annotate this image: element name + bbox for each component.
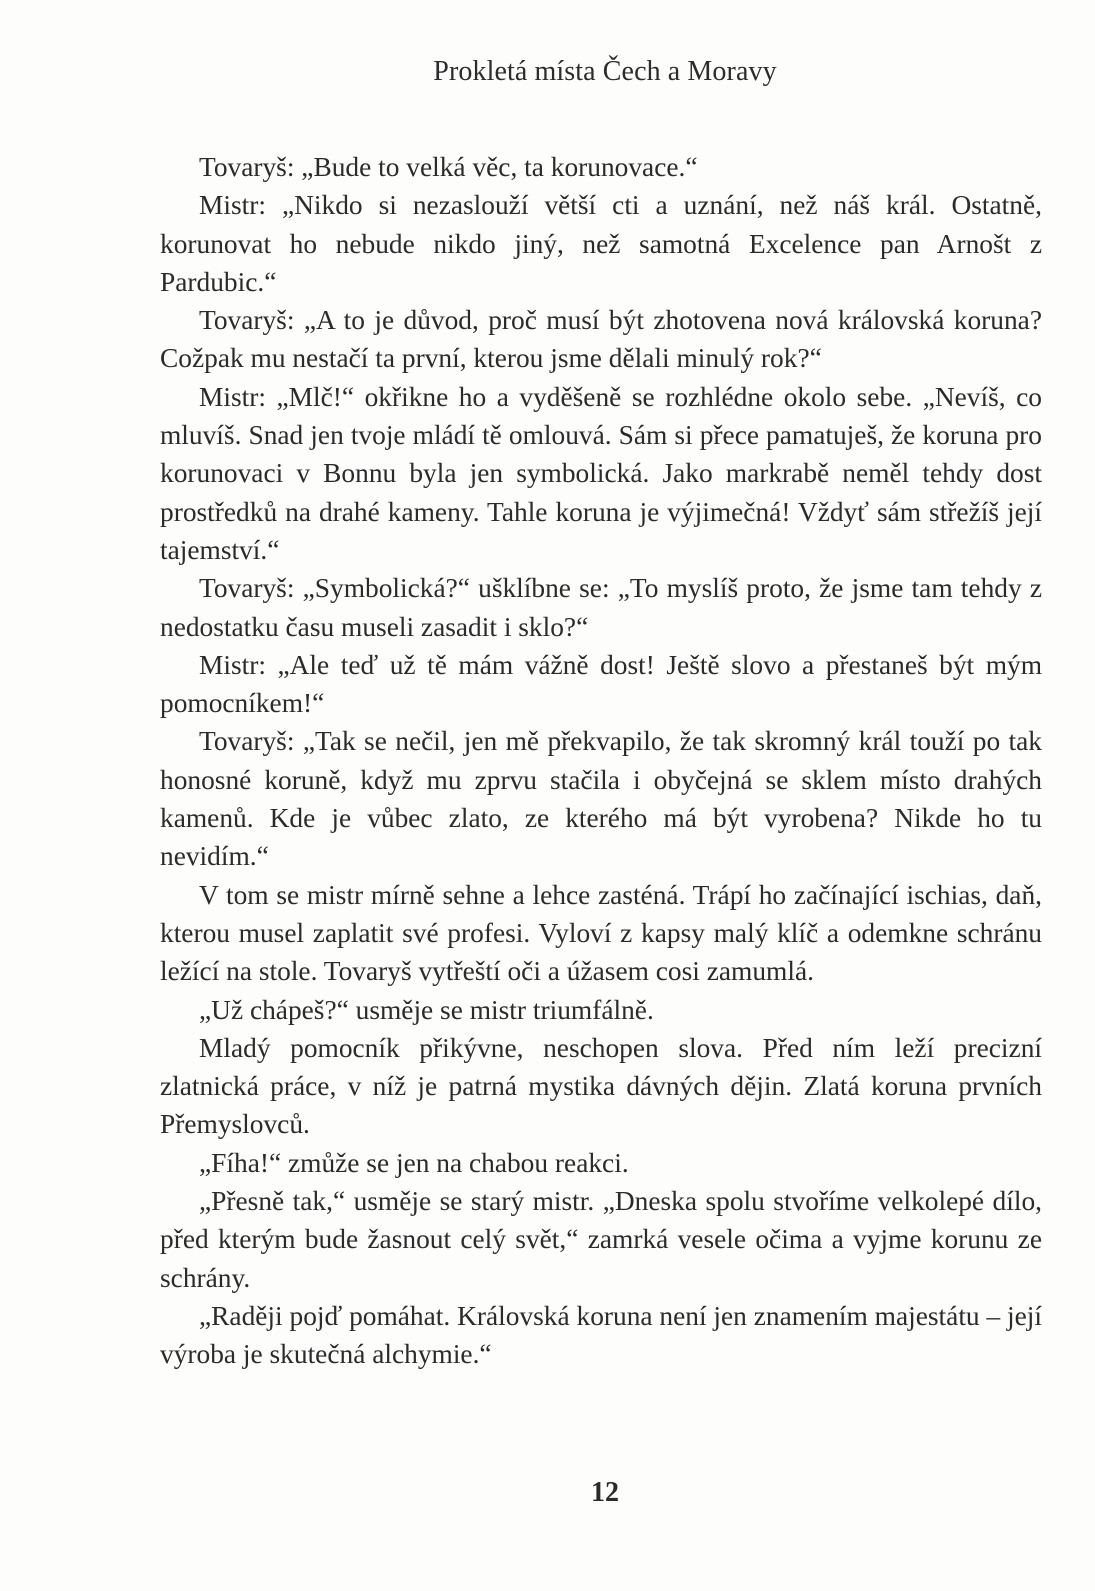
paragraph: Tovaryš: „Symbolická?“ ušklíbne se: „To myslíš proto, že jsme tam tehdy z nedostatku času museli zasadit i sklo?“	[160, 573, 1042, 642]
body-text	[160, 148, 1042, 1374]
paragraph: Mladý pomocník přikývne, neschopen slova. Před ním leží precizní zlatnická práce, v níž je patrná mystika dávných dějin. Zlatá koruna prvních Přemyslovců.	[160, 1032, 1042, 1140]
page-number: 12	[591, 1477, 619, 1508]
paragraph: Mistr: „Ale teď už tě mám vážně dost! Ještě slovo a přestaneš být mým pomocníkem!“	[160, 649, 1042, 719]
paragraph: Tovaryš: „A to je důvod, proč musí být zhotovena nová královská koruna? Cožpak mu nestačí ta první, kterou jsme dělali minulý rok?“	[160, 305, 1042, 374]
paragraph: „Raději pojď pomáhat. Královská koruna není jen znamením majestátu – její výroba je skutečná alchymie.“	[160, 1300, 1042, 1370]
running-title: Prokletá místa Čech a Moravy	[433, 56, 777, 87]
paragraph: Tovaryš: „Tak se nečil, jen mě překvapilo, že tak skromný král touží po tak honosné koruně, když mu zprvu stačila i obyčejná se sklem místo drahých kamenů. Kde je vůbec zlato, ze kterého má být vyrobena? Nikde ho tu nevidím.“	[160, 726, 1042, 872]
paragraph: Mistr: „Mlč!“ okřikne ho a vyděšeně se rozhlédne okolo sebe. „Nevíš, co mluvíš. Snad jen tvoje mládí tě omlouvá. Sám si přece pamatuješ, že koruna pro korunovaci v Bonnu byla jen symbolická. Jako markrabě neměl tehdy dost prostředků na drahé kameny. Tahle koruna je výjimečná! Vždyť sám střežíš její tajemství.“	[160, 381, 1042, 565]
paragraph: „Fíha!“ zmůže se jen na chabou reakci.	[199, 1147, 629, 1178]
paragraph: „Už chápeš?“ usměje se mistr triumfálně.	[199, 994, 654, 1025]
paragraph: V tom se mistr mírně sehne a lehce zasténá. Trápí ho začínající ischias, daň, kterou musel zaplatit své profesi. Vyloví z kapsy malý klíč a odemkne schránu ležící na stole. Tovaryš vytřeští oči a úžasem cosi zamumlá.	[160, 879, 1042, 987]
paragraph: Tovaryš: „Bude to velká věc, ta korunovace.“	[199, 152, 698, 182]
paragraph: „Přesně tak,“ usměje se starý mistr. „Dneska spolu stvoříme velkolepé dílo, před kterým bude žasnout celý svět,“ zamrká vesele očima a vyjme korunu ze schrány.	[160, 1186, 1042, 1293]
paragraph: Mistr: „Nikdo si nezaslouží větší cti a uznání, než náš král. Ostatně, korunovat ho nebude nikdo jiný, než samotná Excelence pan Arnošt z Pardubic.“	[160, 190, 1042, 297]
